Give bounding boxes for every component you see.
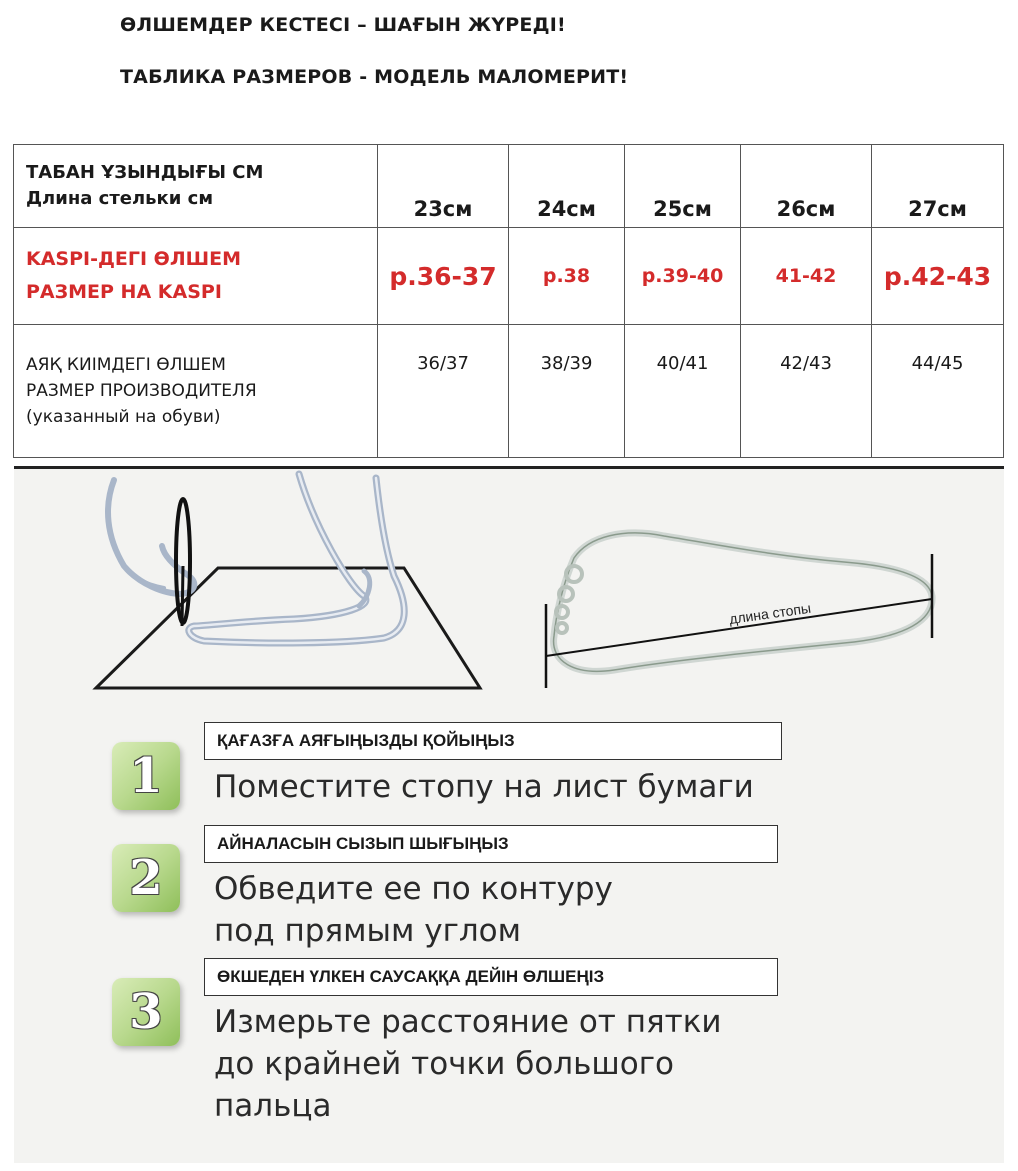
step-1-number: 1 <box>112 742 180 810</box>
foot-illustration <box>14 466 1004 716</box>
foot-length-label: длина стопы <box>728 599 812 627</box>
step-3-number: 3 <box>112 978 180 1046</box>
producer-size-cell: 36/37 <box>378 325 509 458</box>
insole-length-cell: 23см <box>378 145 509 228</box>
producer-label-note: (указанный на обуви) <box>26 407 221 427</box>
measure-line <box>546 599 932 656</box>
step-1-ru-text <box>214 766 754 808</box>
producer-size-cell: 40/41 <box>625 325 741 458</box>
size-table <box>13 144 1004 458</box>
kaspi-label-ru: РАЗМЕР НА KASPI <box>26 281 222 303</box>
step-3-ru-line1: Измерьте расстояние от пятки <box>214 1004 722 1040</box>
step-3-ru-text <box>214 1001 722 1127</box>
step-2-number: 2 <box>112 844 180 912</box>
insole-length-cell: 24см <box>509 145 625 228</box>
kaspi-size-cell: 41-42 <box>741 228 872 325</box>
insole-length-cell: 26см <box>741 145 872 228</box>
producer-label-kz: АЯҚ КИІМДЕГІ ӨЛШЕМ <box>26 355 226 375</box>
producer-size-cell: 42/43 <box>741 325 872 458</box>
insole-label-ru: Длина стельки см <box>26 188 214 209</box>
kaspi-label-cell <box>14 228 378 325</box>
insole-length-cell: 27см <box>872 145 1004 228</box>
step-3-ru-line2: до крайней точки большого <box>214 1046 674 1082</box>
step-1-ru-line1: Поместите стопу на лист бумаги <box>214 769 754 805</box>
producer-size-cell: 38/39 <box>509 325 625 458</box>
table-row-producer <box>14 325 1004 458</box>
step-2-kz-box: АЙНАЛАСЫН СЫЗЫП ШЫҒЫҢЫЗ <box>204 825 778 863</box>
title-kz: ӨЛШЕМДЕР КЕСТЕСІ – ШАҒЫН ЖҮРЕДІ! <box>120 14 566 36</box>
kaspi-size-cell: р.39-40 <box>625 228 741 325</box>
kaspi-size-cell: р.38 <box>509 228 625 325</box>
kaspi-label-kz: KASPI-ДЕГІ ӨЛШЕМ <box>26 248 241 270</box>
insole-label-cell <box>14 145 378 228</box>
title-ru: ТАБЛИКА РАЗМЕРОВ - МОДЕЛЬ МАЛОМЕРИТ! <box>120 66 629 88</box>
kaspi-size-cell: р.42-43 <box>872 228 1004 325</box>
producer-size-cell: 44/45 <box>872 325 1004 458</box>
step-2-ru-line1: Обведите ее по контуру <box>214 871 613 907</box>
footprint-outline-illustration <box>554 533 933 671</box>
table-row-kaspi <box>14 228 1004 325</box>
step-2-ru-text <box>214 868 613 952</box>
insole-length-cell: 25см <box>625 145 741 228</box>
step-1-kz-box: ҚАҒАЗҒА АЯҒЫҢЫЗДЫ ҚОЙЫҢЫЗ <box>204 722 782 760</box>
table-row-insole <box>14 145 1004 228</box>
step-2-ru-line2: под прямым углом <box>214 913 522 949</box>
step-3-kz-box: ӨКШЕДЕН ҮЛКЕН САУСАҚҚА ДЕЙІН ӨЛШЕҢІЗ <box>204 958 778 996</box>
kaspi-size-cell: р.36-37 <box>378 228 509 325</box>
insole-label-kz: ТАБАН ҰЗЫНДЫҒЫ СМ <box>26 162 264 183</box>
producer-label-cell <box>14 325 378 458</box>
step-3-ru-line3: пальца <box>214 1088 332 1124</box>
producer-label-ru: РАЗМЕР ПРОИЗВОДИТЕЛЯ <box>26 381 257 401</box>
